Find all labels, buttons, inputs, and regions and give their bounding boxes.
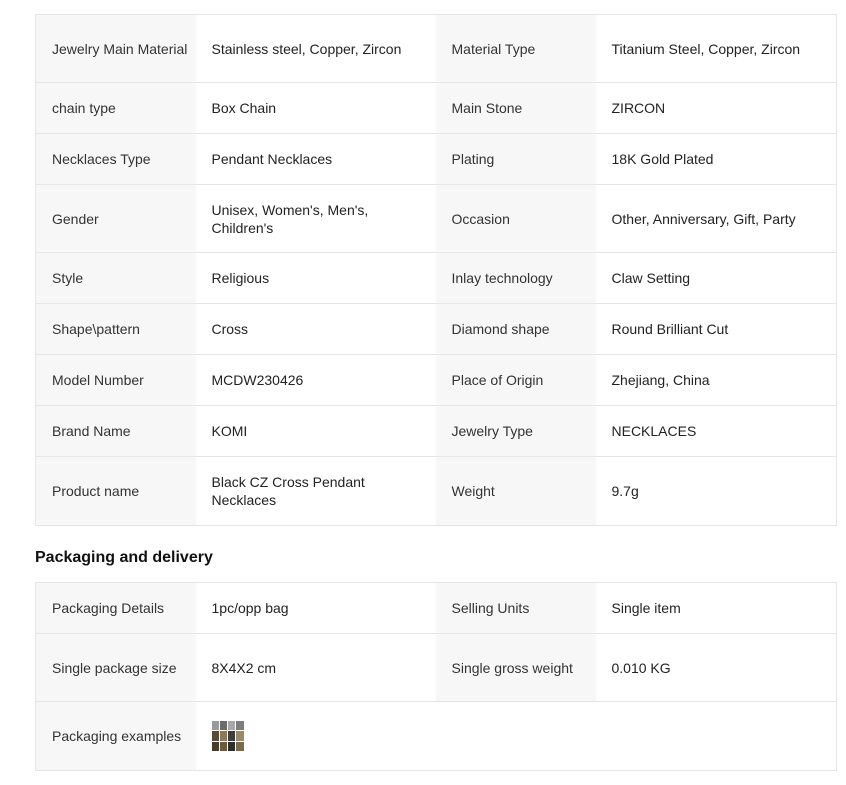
packaging-example-thumbnail[interactable] (212, 721, 244, 751)
packaging-key: Selling Units (436, 583, 596, 634)
attribute-value: Titanium Steel, Copper, Zircon (596, 15, 837, 83)
product-attributes-table (35, 14, 837, 526)
packaging-table (35, 582, 837, 771)
packaging-row (36, 583, 837, 634)
attribute-value: Round Brilliant Cut (596, 304, 837, 355)
attribute-key: Shape\pattern (36, 304, 196, 355)
attribute-value: Other, Anniversary, Gift, Party (596, 185, 837, 253)
attribute-row (36, 457, 837, 526)
attribute-value: MCDW230426 (196, 355, 436, 406)
attribute-key: Place of Origin (436, 355, 596, 406)
attribute-row (36, 134, 837, 185)
packaging-row (36, 634, 837, 702)
packaging-examples-label: Packaging examples (36, 702, 196, 771)
packaging-value: 1pc/opp bag (196, 583, 436, 634)
attribute-value: Religious (196, 253, 436, 304)
attribute-key: Jewelry Type (436, 406, 596, 457)
attribute-key: Necklaces Type (36, 134, 196, 185)
attribute-value: Box Chain (196, 83, 436, 134)
attribute-value: 18K Gold Plated (596, 134, 837, 185)
packaging-key: Packaging Details (36, 583, 196, 634)
attribute-row (36, 406, 837, 457)
attribute-value: Claw Setting (596, 253, 837, 304)
attribute-value: Pendant Necklaces (196, 134, 436, 185)
attribute-key: Diamond shape (436, 304, 596, 355)
attribute-value: Stainless steel, Copper, Zircon (196, 15, 436, 83)
attribute-row (36, 185, 837, 253)
attribute-row (36, 355, 837, 406)
attribute-key: Gender (36, 185, 196, 253)
packaging-key: Single gross weight (436, 634, 596, 702)
attribute-key: Material Type (436, 15, 596, 83)
packaging-row (36, 702, 837, 771)
attribute-value: 9.7g (596, 457, 837, 526)
attribute-value: KOMI (196, 406, 436, 457)
packaging-value: 0.010 KG (596, 634, 837, 702)
packaging-section-title: Packaging and delivery (35, 549, 213, 566)
attribute-key: Occasion (436, 185, 596, 253)
attribute-key: chain type (36, 83, 196, 134)
attribute-row (36, 83, 837, 134)
packaging-value: Single item (596, 583, 837, 634)
attribute-key: Brand Name (36, 406, 196, 457)
packaging-key: Single package size (36, 634, 196, 702)
attribute-key: Main Stone (436, 83, 596, 134)
attribute-value: Zhejiang, China (596, 355, 837, 406)
attribute-row (36, 253, 837, 304)
attribute-key: Weight (436, 457, 596, 526)
attribute-row (36, 15, 837, 83)
packaging-examples-cell (196, 702, 837, 771)
attribute-value: Unisex, Women's, Men's, Children's (196, 185, 436, 253)
attribute-key: Product name (36, 457, 196, 526)
attribute-key: Model Number (36, 355, 196, 406)
attribute-value: Black CZ Cross Pendant Necklaces (196, 457, 436, 526)
attribute-key: Plating (436, 134, 596, 185)
attribute-value: ZIRCON (596, 83, 837, 134)
packaging-value: 8X4X2 cm (196, 634, 436, 702)
attribute-key: Inlay technology (436, 253, 596, 304)
attribute-key: Jewelry Main Material (36, 15, 196, 83)
attribute-value: Cross (196, 304, 436, 355)
attribute-row (36, 304, 837, 355)
attribute-value: NECKLACES (596, 406, 837, 457)
attribute-key: Style (36, 253, 196, 304)
